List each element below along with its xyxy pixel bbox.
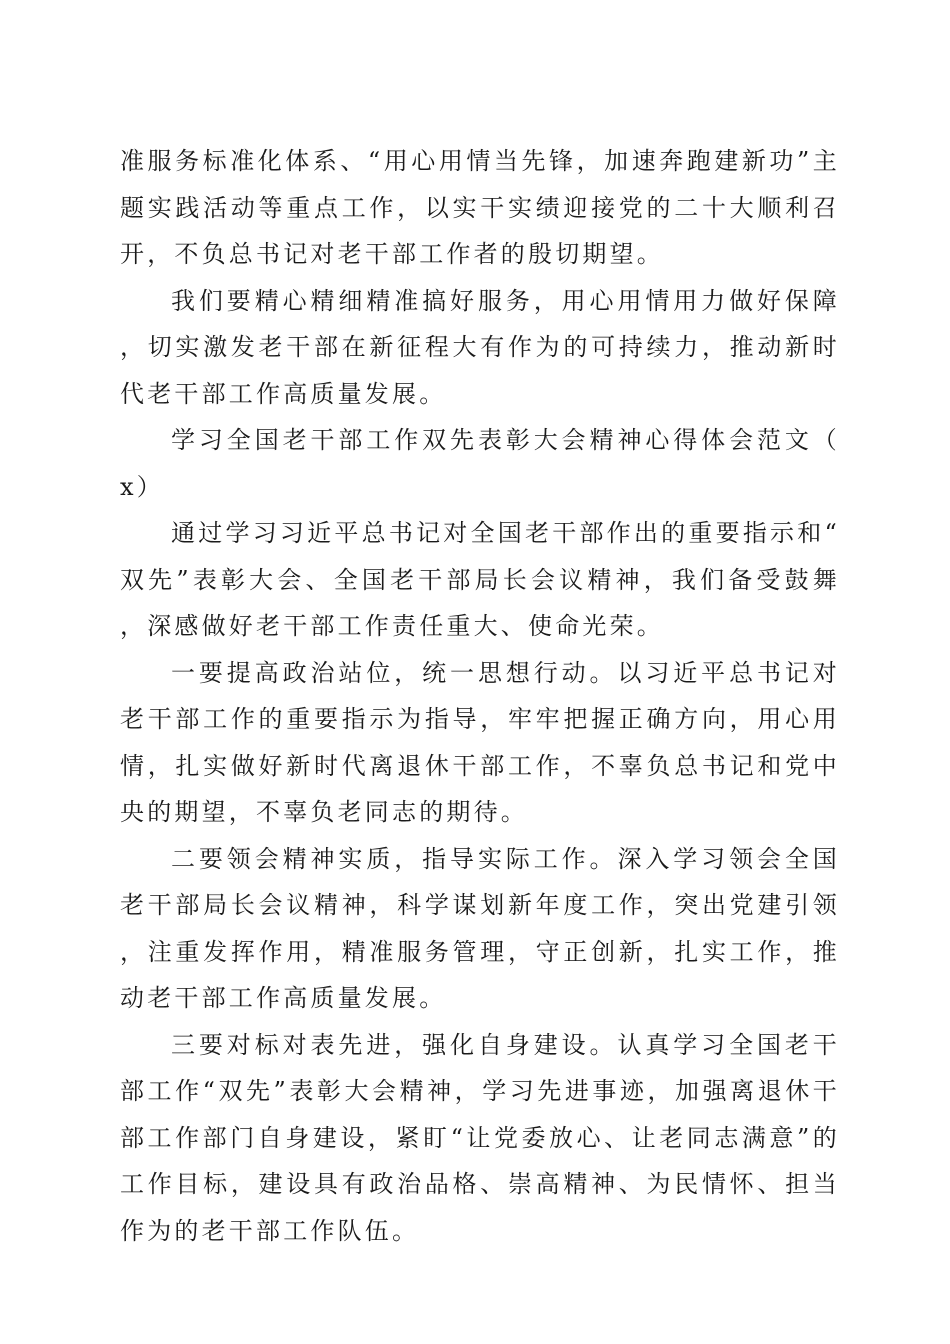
paragraph-point-one: 一要提高政治站位，统一思想行动。以习近平总书记对老干部工作的重要指示为指导，牢牢把握正确方向，用心用情，扎实做好新时代离退休干部工作，不辜负总书记和党中央的期望，不辜负老同志的期待。 (120, 658, 840, 826)
paragraph-continuation: 准服务标准化体系、“用心用情当先锋，加速奔跑建新功”主题实践活动等重点工作，以实干实绩迎接党的二十大顺利召开，不负总书记对老干部工作者的殷切期望。 (120, 147, 840, 268)
paragraph-intro: 通过学习习近平总书记对全国老干部作出的重要指示和“双先”表彰大会、全国老干部局长会议精神，我们备受鼓舞，深感做好老干部工作责任重大、使命光荣。 (120, 519, 840, 640)
section-title: 学习全国老干部工作双先表彰大会精神心得体会范文（x） (120, 426, 840, 501)
document-body (120, 138, 840, 1254)
paragraph-point-three: 三要对标对表先进，强化自身建设。认真学习全国老干部工作“双先”表彰大会精神，学习先进事迹，加强离退休干部工作部门自身建设，紧盯“让党委放心、让老同志满意”的工作目标，建设具有政治品格、崇高精神、为民情怀、担当作为的老干部工作队伍。 (120, 1030, 840, 1245)
paragraph-point-two: 二要领会精神实质，指导实际工作。深入学习领会全国老干部局长会议精神，科学谋划新年度工作，突出党建引领，注重发挥作用，精准服务管理，守正创新，扎实工作，推动老干部工作高质量发展。 (120, 844, 840, 1012)
paragraph-service-commitment: 我们要精心精细精准搞好服务，用心用情用力做好保障，切实激发老干部在新征程大有作为的可持续力，推动新时代老干部工作高质量发展。 (120, 286, 840, 408)
